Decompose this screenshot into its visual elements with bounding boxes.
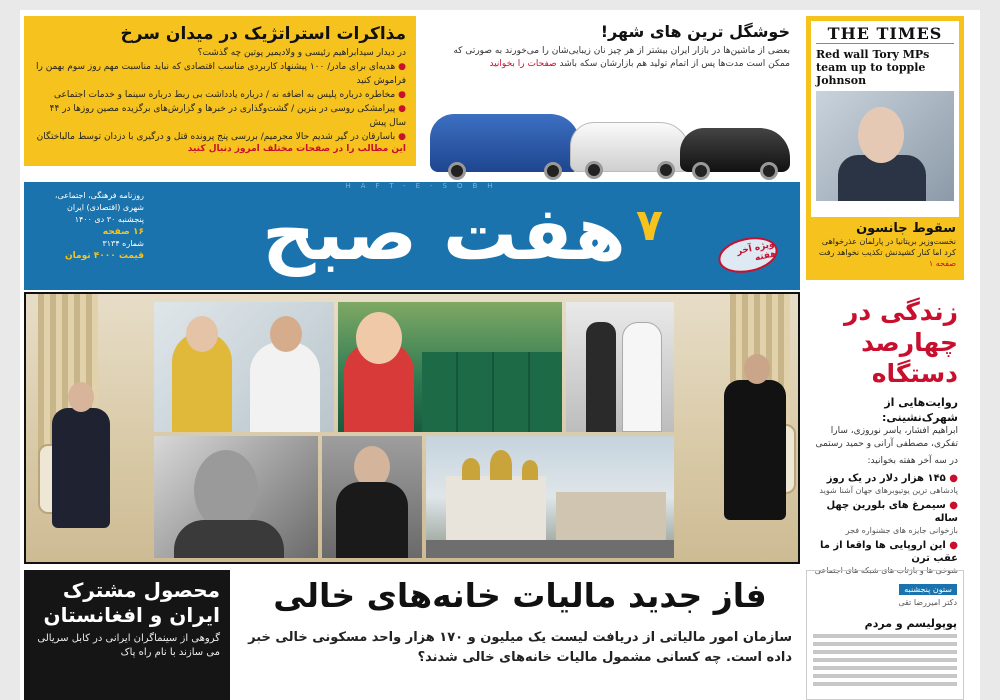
top-left-title: مذاکرات استراتژیک در میدان سرخ (120, 24, 406, 44)
newspaper-logo[interactable]: هفت صبح (262, 191, 626, 277)
feature-authors: ابراهیم افشار، یاسر نوروزی، سارا تفکری، مصطفی آرانی و حمید رستمی (815, 426, 958, 449)
top-left-items (34, 60, 406, 144)
photo-tile-wedding[interactable] (566, 302, 674, 432)
top-left-teaser-box[interactable] (24, 16, 416, 166)
afghanistan-story-box[interactable] (24, 570, 230, 700)
teaser-item: ● مخاطره درباره پلیس به اضافه نه / درباره یادداشت بی ربط درباره سینما و خدمات اجتماعی (54, 90, 406, 100)
feature-item-desc: بازخوانی جایزه های جشنواره فجر (845, 526, 958, 535)
photo-tile-squid-game[interactable] (338, 302, 562, 432)
times-cover-image (811, 21, 959, 217)
teaser-item: ● پیرامشکی روسی در بنزین / گشت‌وگذاری در خبرها و گزارش‌های برگزیده مصین روزها در ۴۴ سال پیش (49, 104, 406, 128)
masthead-meta: روزنامه فرهنگی، اجتماعی، شهری (اقتصادی) ایران پنجشنبه ۳۰ دی ۱۴۰۰ ۱۶ صفحه شماره ۳۱۳۴ قیمت ۴۰۰۰ تومان (54, 191, 144, 261)
column-tag: ستون پنجشنبه (899, 584, 957, 595)
weekend-special-stamp: ویژه آخر هفته (715, 232, 781, 278)
newspaper-front-page (20, 10, 980, 700)
cars-photo (430, 98, 790, 172)
masthead-banner (24, 182, 800, 290)
photo-tile-couple[interactable] (154, 302, 334, 432)
feature-item[interactable]: ● این اروپایی ها واقعا از ما عقب ترن (820, 540, 958, 564)
feature-item[interactable]: ● ۱۴۵ هزار دلار در یک روز (826, 473, 958, 484)
masthead-strip: HAFT-E-SOBH (345, 182, 503, 190)
right-feature-column[interactable] (806, 292, 964, 575)
logo-number: ۷ (636, 200, 663, 251)
feature-item[interactable]: ● سیمرغ های بلورین چهل ساله (826, 500, 958, 524)
times-caption (811, 217, 959, 269)
column-author: دکتر امیررضا تقی (898, 598, 957, 607)
cars-title: خوشگل ترین های شهر! (600, 22, 790, 41)
main-headline-story[interactable] (240, 570, 800, 700)
times-cover-box[interactable] (806, 16, 964, 280)
feature-item-desc: شوخی ها و بازتاب های شبکه های اجتماعی (814, 566, 958, 575)
feature-section-note: در سه آخر هفته بخوانید: (867, 456, 958, 466)
teaser-item: ● هدیه‌ای برای مادر/ ۱۰۰ پیشنهاد کاربردی مناسب اقتصادی که نباید مناسبت مهم روز سوم بهمن را فراموش کنید (35, 62, 406, 86)
photo-tile-kremlin[interactable] (426, 436, 674, 558)
column-text-lines (813, 634, 957, 686)
photo-tile-man-suit[interactable] (322, 436, 422, 558)
opinion-column-box[interactable] (806, 570, 964, 700)
times-caption-body: نخست‌وزیر بریتانیا در پارلمان عذرخواهی کرد اما کنار کشیدنش تکذیب نخواهد رفت صفحه ۱ (818, 237, 956, 268)
afghanistan-body: گروهی از سینماگران ایرانی در کابل سریالی می سازند با نام راه پاک (37, 633, 220, 658)
blue-suv-image (430, 114, 580, 172)
photo-tile-portrait-bw[interactable] (154, 436, 318, 558)
times-caption-title: سقوط جانسون (856, 221, 956, 236)
black-sedan-image (680, 128, 790, 172)
cars-body: بعضی از ماشین‌ها در بازار ایران بیشتر از هر چیز نان زیبایی‌شان را می‌خورند به صورتی که ممکن است مدت‌ها پس از اتمام تولید هم بازارشان سکه باشد صفحات را بخوانید (453, 46, 790, 69)
feature-subtitle: روایت‌هایی از شهرک‌نشینی: (881, 396, 958, 424)
leader-right-figure (720, 354, 790, 524)
times-caption-more[interactable]: صفحه ۱ (928, 259, 956, 268)
johnson-photo (816, 91, 954, 201)
main-headline: فاز جدید مالیات خانه‌های خالی (273, 576, 767, 615)
teaser-item: ● باسارقان در گیر شدیم حالا مجرمیم/ بررسی پنج پرونده قتل و درگیری با دزدان توسط مالباختگان (36, 132, 406, 142)
photo-collage[interactable] (24, 292, 800, 564)
times-masthead: THE TIMES (816, 24, 954, 44)
feature-title: زندگی در چهارصد دستگاه (844, 297, 958, 388)
top-left-more-link[interactable]: این مطالب را در صفحات مختلف امروز دنبال کنید (187, 144, 406, 154)
main-story-lead: سازمان امور مالیاتی از دریافت لیست یک میلیون و ۱۷۰ هزار واحد مسکونی خالی خبر داده است. چه کسانی مشمول مالیات خانه‌های خالی شدند؟ (248, 630, 792, 665)
feature-item-desc: پادشاهی ترین یوتیوبرهای جهان آشنا شوید (819, 486, 958, 495)
afghanistan-title: محصول مشترک ایران و افغانستان (43, 578, 220, 627)
times-headline: Red wall Tory MPs team up to topple Johnson (816, 48, 930, 87)
top-middle-cars-box[interactable] (420, 16, 800, 178)
column-headline: پوپولیسم و مردم (864, 617, 957, 630)
leader-left-figure (46, 382, 116, 532)
top-left-lead: در دیدار سیدابراهیم رئیسی و ولادیمیر پوتین چه گذشت؟ (197, 48, 406, 58)
cars-more-link[interactable]: صفحات را بخوانید (489, 59, 557, 69)
white-sedan-image (570, 122, 690, 172)
